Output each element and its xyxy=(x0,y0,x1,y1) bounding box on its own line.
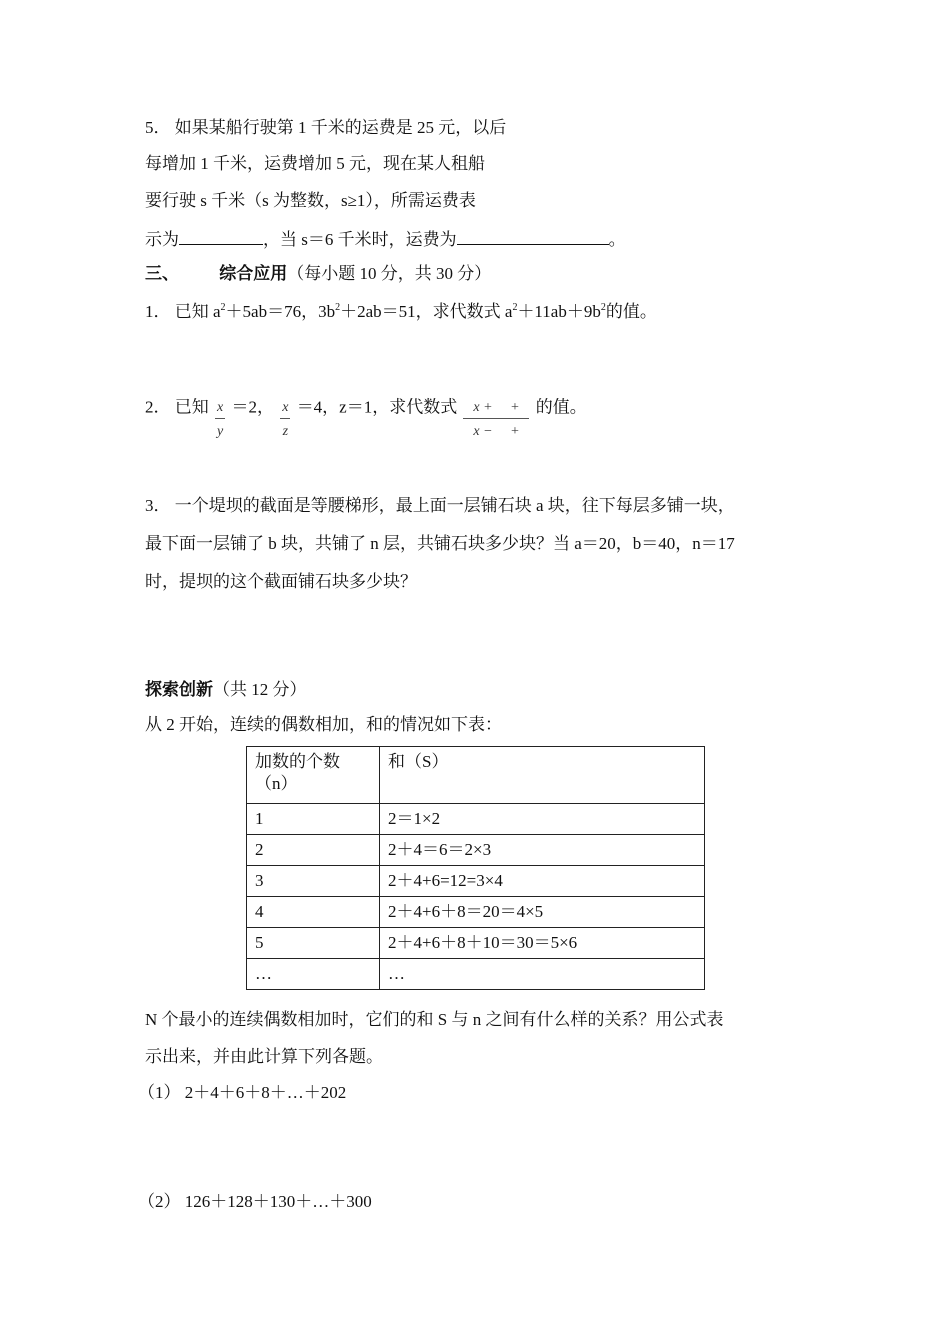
explore-question-line-1: N 个最小的连续偶数相加时，它们的和 S 与 n 之间有什么样的关系？用公式表 xyxy=(145,1010,724,1029)
q5-blank-expression[interactable] xyxy=(179,226,263,245)
q5-line-1: 5． 如果某船行驶第 1 千米的运费是 25 元，以后 xyxy=(145,118,507,137)
cell-s: 2＋4＝6＝2×3 xyxy=(380,835,705,866)
fraction-x-over-z: $\frac{x}{z}$ xyxy=(282,400,289,439)
q5-blank-cost[interactable] xyxy=(457,226,609,245)
cell-n: … xyxy=(247,959,380,990)
q5-line-2: 每增加 1 千米，运费增加 5 元，现在某人租船 xyxy=(145,154,485,173)
cell-s: 2＋4+6＋8＝20＝4×5 xyxy=(380,897,705,928)
problem-2 xyxy=(145,386,587,439)
explore-note: （共 12 分） xyxy=(213,680,307,699)
table-row xyxy=(247,866,705,897)
cell-s: … xyxy=(380,959,705,990)
fraction-x-over-y: $\frac{x}{y}$ xyxy=(217,400,224,439)
sum-table xyxy=(246,746,705,990)
exponent: 2 xyxy=(600,302,606,313)
cell-n: 4 xyxy=(247,897,380,928)
section-3-number: 三、 xyxy=(145,264,179,283)
explore-heading xyxy=(145,678,307,702)
section-3-note: （每小题 10 分，共 30 分） xyxy=(287,264,492,283)
cell-s: 2＋4+6=12=3×4 xyxy=(380,866,705,897)
fraction-expression: $\frac{x + +}{x - +}$ xyxy=(463,398,529,443)
table-header-row xyxy=(247,747,705,804)
problem-1-part-d: ＋11ab＋9b xyxy=(517,302,601,321)
q5-line-3: 要行驶 s 千米（s 为整数，s≥1），所需运费表 xyxy=(145,191,476,210)
problem-1-part-c: ＋2ab＝51，求代数式 a xyxy=(340,302,513,321)
problem-2-part-c: ＝4，z＝1，求代数式 xyxy=(296,397,458,417)
cell-n: 5 xyxy=(247,928,380,959)
problem-3-line-1: 3． 一个堤坝的截面是等腰梯形，最上面一层铺石块 a 块，往下每层多铺一块， xyxy=(145,496,735,515)
table-row xyxy=(247,897,705,928)
exponent: 2 xyxy=(220,302,226,313)
explore-title: 探索创新 xyxy=(145,680,213,699)
cell-n: 1 xyxy=(247,804,380,835)
problem-2-part-b: ＝2， xyxy=(231,397,274,417)
sub-question-2: （2） 126＋128＋130＋…＋300 xyxy=(138,1192,372,1211)
problem-2-part-a: 2． 已知 xyxy=(145,397,209,417)
cell-n: 2 xyxy=(247,835,380,866)
table-row xyxy=(247,928,705,959)
section-3-heading xyxy=(145,262,491,286)
problem-3-line-3: 时，提坝的这个截面铺石块多少块？ xyxy=(145,572,417,591)
problem-1-part-b: ＋5ab＝76，3b xyxy=(225,302,336,321)
table-row xyxy=(247,804,705,835)
problem-1 xyxy=(145,300,657,324)
header-cell-n: 加数的个数 （n） xyxy=(247,747,380,804)
explore-intro: 从 2 开始，连续的偶数相加，和的情况如下表： xyxy=(145,715,502,734)
exponent: 2 xyxy=(512,302,518,313)
section-3-title: 综合应用 xyxy=(219,264,288,283)
problem-1-part-a: 1． 已知 a xyxy=(145,302,221,321)
cell-s: 2＋4+6＋8＋10＝30＝5×6 xyxy=(380,928,705,959)
problem-2-part-d: 的值。 xyxy=(535,397,587,417)
problem-1-part-e: 的值。 xyxy=(605,302,657,321)
sub-question-1: （1） 2＋4＋6＋8＋…＋202 xyxy=(138,1083,347,1102)
q5-line-4-start: 示为 xyxy=(145,230,179,249)
q5-line-4-mid: ，当 s＝6 千米时，运费为 xyxy=(263,230,457,249)
q5-line-4-end: 。 xyxy=(608,230,626,249)
cell-s: 2＝1×2 xyxy=(380,804,705,835)
q5-line-4 xyxy=(145,226,626,252)
table-row xyxy=(247,835,705,866)
table-row xyxy=(247,959,705,990)
cell-n: 3 xyxy=(247,866,380,897)
explore-question-line-2: 示出来，并由此计算下列各题。 xyxy=(145,1047,383,1066)
problem-3-line-2: 最下面一层铺了 b 块，共铺了 n 层，共铺石块多少块？当 a＝20，b＝40，n＝17 xyxy=(145,534,735,553)
exponent: 2 xyxy=(335,302,341,313)
header-cell-s: 和（S） xyxy=(380,747,705,804)
